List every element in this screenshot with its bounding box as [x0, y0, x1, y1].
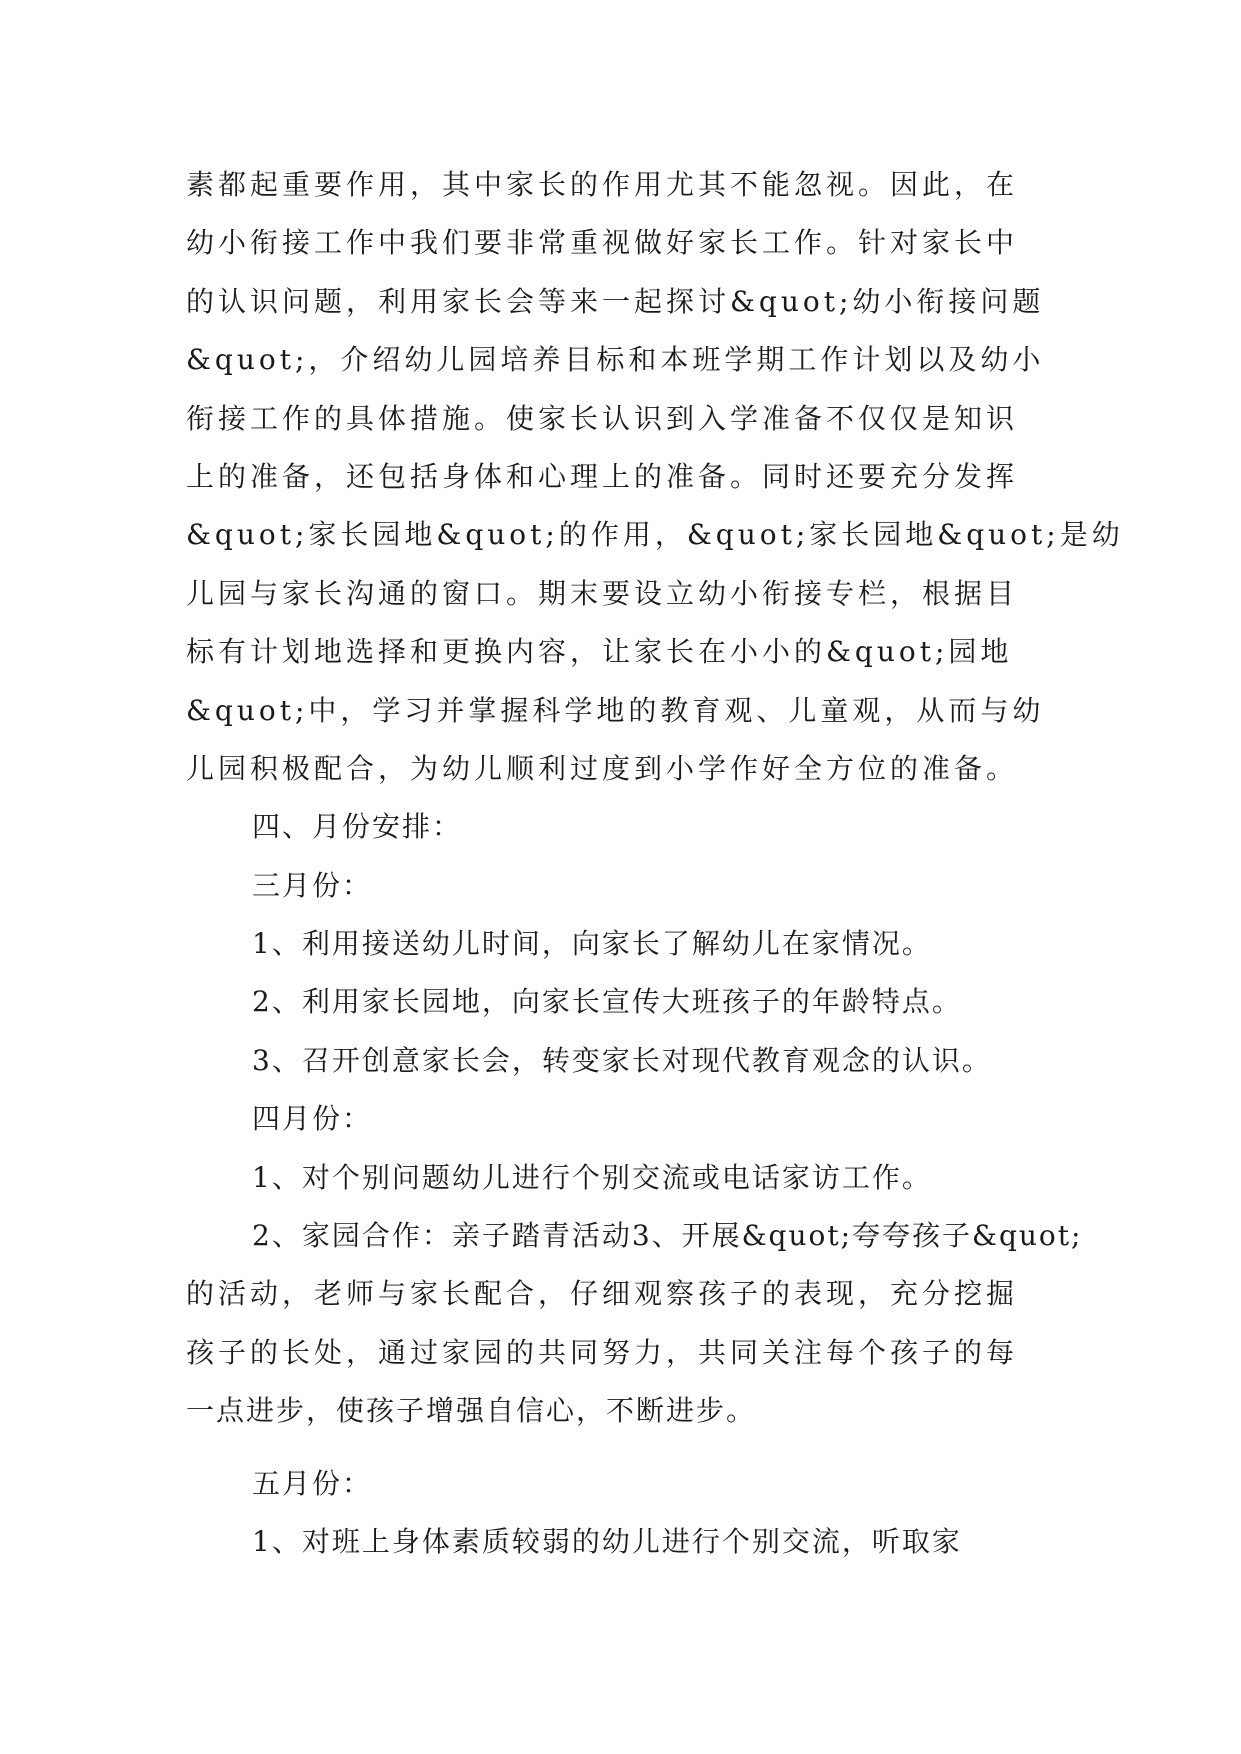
list-item: 1、对班上身体素质较弱的幼儿进行个别交流，听取家 [252, 1524, 962, 1558]
paragraph-line: 标有计划地选择和更换内容，让家长在小小的&quot;园地 [186, 635, 1013, 669]
list-item: 1、对个别问题幼儿进行个别交流或电话家访工作。 [252, 1160, 932, 1194]
month-heading: 四月份： [252, 1102, 373, 1136]
list-item: 3、召开创意家长会，转变家长对现代教育观念的认识。 [252, 1043, 992, 1077]
month-heading: 五月份： [252, 1466, 373, 1500]
paragraph-line: 的认识问题，利用家长会等来一起探讨&quot;幼小衔接问题 [186, 284, 1045, 318]
paragraph-line: 儿园积极配合，为幼儿顺利过度到小学作好全方位的准备。 [186, 751, 1019, 785]
list-item: 2、利用家长园地，向家长宣传大班孩子的年龄特点。 [252, 985, 962, 1019]
paragraph-line: &quot;中，学习并掌握科学地的教育观、儿童观，从而与幼 [186, 693, 1045, 727]
paragraph-line: 素都起重要作用，其中家长的作用尤其不能忽视。因此，在 [186, 168, 1019, 201]
document-body [186, 156, 1124, 1571]
paragraph-line: 衔接工作的具体措施。使家长认识到入学准备不仅仅是知识 [186, 401, 1019, 435]
spacer [186, 1441, 1066, 1455]
month-heading: 三月份： [252, 868, 373, 902]
paragraph-line: 一点进步，使孩子增强自信心，不断进步。 [186, 1394, 757, 1428]
paragraph-line: &quot;，介绍幼儿园培养目标和本班学期工作计划以及幼小 [186, 343, 1045, 377]
paragraph-line: 孩子的长处，通过家园的共同努力，共同关注每个孩子的每 [186, 1335, 1019, 1369]
paragraph-line: 儿园与家长沟通的窗口。期末要设立幼小衔接专栏，根据目 [186, 576, 1019, 610]
paragraph-line: &quot;家长园地&quot;的作用，&quot;家长园地&quot;是幼 [186, 518, 1124, 552]
paragraph-line: 的活动，老师与家长配合，仔细观察孩子的表现，充分挖掘 [186, 1277, 1019, 1311]
paragraph-line: 上的准备，还包括身体和心理上的准备。同时还要充分发挥 [186, 459, 1019, 493]
paragraph-line: 幼小衔接工作中我们要非常重视做好家长工作。针对家长中 [186, 226, 1019, 260]
list-item: 1、利用接送幼儿时间，向家长了解幼儿在家情况。 [252, 927, 932, 961]
section-heading: 四、月份安排： [252, 810, 463, 844]
list-item: 2、家园合作：亲子踏青活动3、开展&quot;夸夸孩子&quot; [252, 1219, 1083, 1253]
